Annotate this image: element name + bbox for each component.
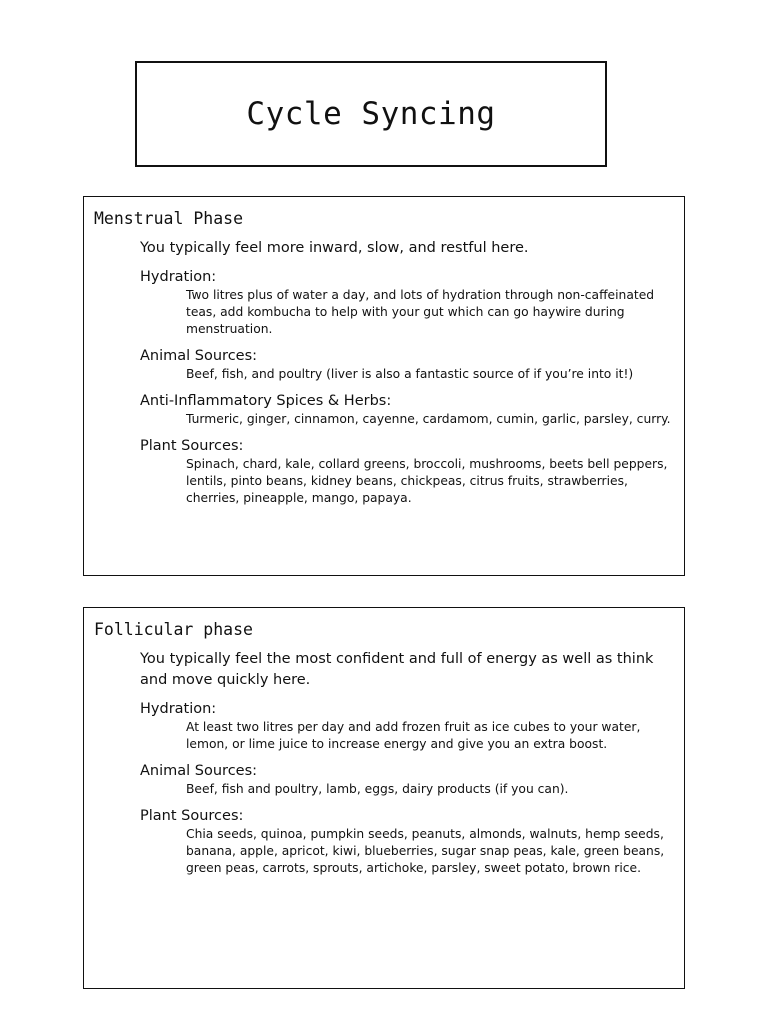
group-body: Spinach, chard, kale, collard greens, broccoli, mushrooms, beets bell peppers, lentils, pinto beans, kidney beans, chickpeas, citrus fruits, strawberries, cherries, pineapple, mango, papaya. — [186, 457, 668, 505]
group-body: Beef, fish, and poultry (liver is also a fantastic source of if you’re into it!) — [186, 367, 634, 381]
group-title: Plant Sources: — [140, 438, 244, 454]
spices-herbs-group — [140, 391, 674, 428]
page-title: Cycle Syncing — [246, 96, 496, 132]
hydration-group — [140, 267, 674, 338]
section-heading: Follicular phase — [94, 620, 253, 639]
section-heading: Menstrual Phase — [94, 209, 244, 228]
group-body: Turmeric, ginger, cinnamon, cayenne, cardamom, cumin, garlic, parsley, curry. — [186, 412, 671, 426]
group-title: Hydration: — [140, 269, 217, 285]
menstrual-phase-section — [83, 196, 685, 576]
plant-sources-group — [140, 806, 674, 877]
title-box — [135, 61, 607, 167]
group-title: Anti-Inflammatory Spices & Herbs: — [140, 393, 392, 409]
group-body: Two litres plus of water a day, and lots of hydration through non-caffeinated teas, add kombucha to help with your gut which can go haywire during menstruation. — [186, 288, 655, 336]
follicular-phase-section — [83, 607, 685, 989]
animal-sources-group — [140, 346, 674, 383]
group-title: Hydration: — [140, 701, 217, 717]
section-intro: You typically feel the most confident and full of energy as well as think and move quickly here. — [140, 651, 654, 688]
section-intro: You typically feel more inward, slow, and restful here. — [140, 240, 529, 256]
hydration-group — [140, 699, 674, 753]
group-body: Chia seeds, quinoa, pumpkin seeds, peanuts, almonds, walnuts, hemp seeds, banana, apple, apricot, kiwi, blueberries, sugar snap peas, kale, green beans, green peas, carrots, sprouts, artichoke, parsley, sweet potato, brown rice. — [186, 827, 665, 875]
group-title: Animal Sources: — [140, 763, 258, 779]
group-body: At least two litres per day and add frozen fruit as ice cubes to your water, lemon, or lime juice to increase energy and give you an extra boost. — [186, 720, 641, 751]
animal-sources-group — [140, 761, 674, 798]
group-body: Beef, fish and poultry, lamb, eggs, dairy products (if you can). — [186, 782, 569, 796]
plant-sources-group — [140, 436, 674, 507]
group-title: Plant Sources: — [140, 808, 244, 824]
group-title: Animal Sources: — [140, 348, 258, 364]
